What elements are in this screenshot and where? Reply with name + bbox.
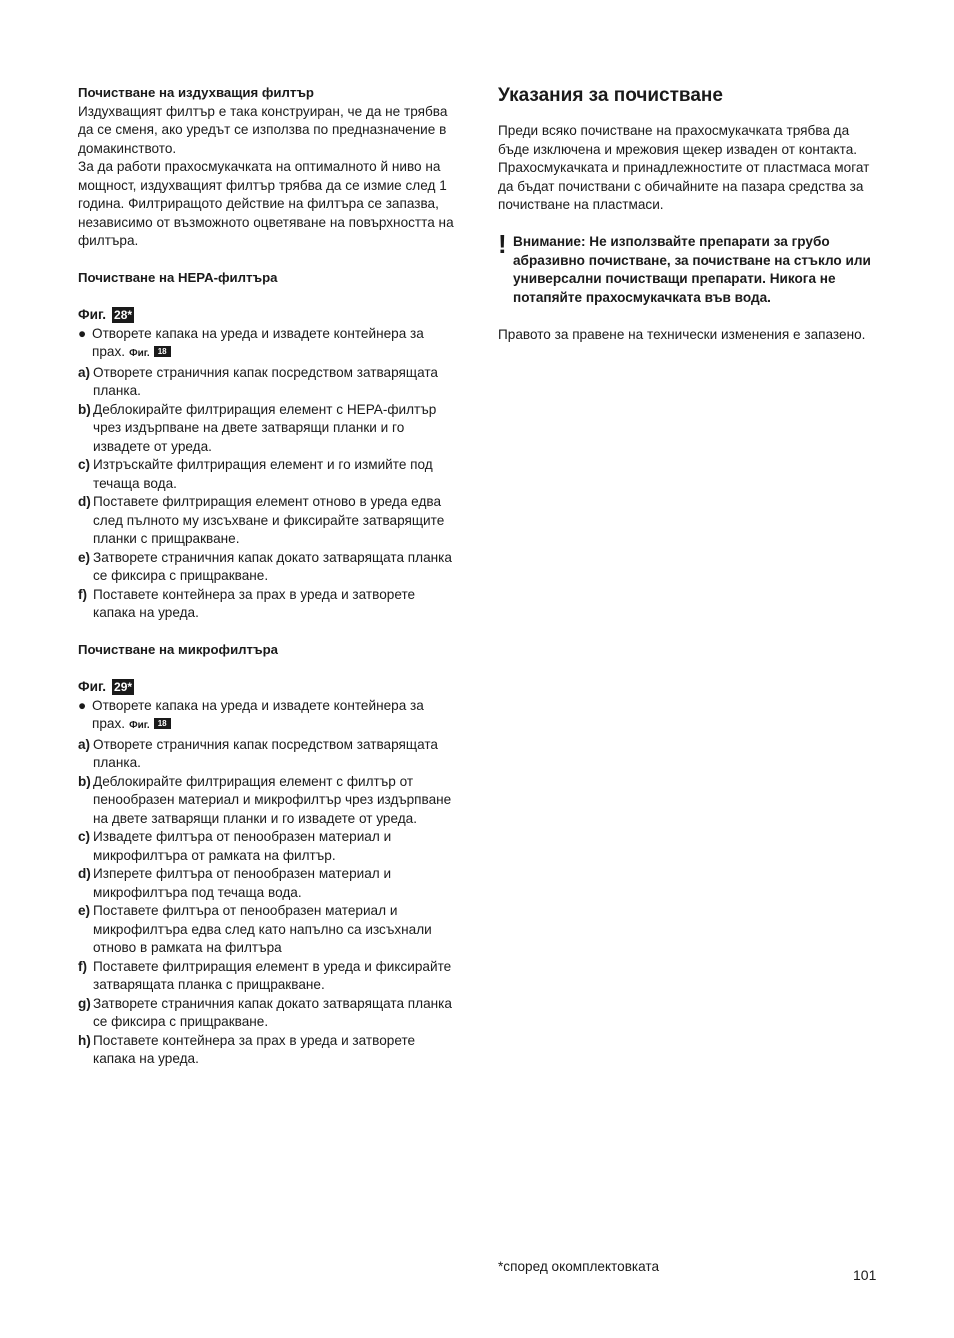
figure-ref-label: Фиг. — [129, 348, 150, 359]
list-marker: e) — [78, 903, 91, 918]
list-item-text — [93, 401, 458, 457]
exhaust-filter-para-1: Издухващият филтър е така конструиран, че да не трябва да се сменя, ако уредът се използва по предназначение в домакинството. — [78, 103, 448, 156]
list-item-body: Отворете страничния капак посредством затварящата планка. — [93, 736, 438, 770]
list-item-text — [93, 958, 458, 995]
list-item-body: Поставете контейнера за прах в уреда и затворете капака на уреда. — [93, 1032, 416, 1066]
list-marker: ● — [78, 697, 87, 713]
list-item-text — [92, 697, 458, 736]
figure-number-badge: 28* — [114, 308, 133, 323]
figure-ref-badge: 18 — [154, 346, 171, 357]
list-item-text — [92, 325, 458, 364]
list-item-body: Отворете капака на уреда и извадете контейнера за прах. — [92, 697, 424, 731]
list-item — [78, 549, 458, 586]
figure-label: Фиг. — [78, 679, 107, 694]
list-item — [78, 736, 458, 773]
warning-text: Внимание: Не използвайте препарати за грубо абразивно почистване, за почистване на стъкло или универсални почистващи препарати. Никога не потапяйте прахосмукачката във вода. — [513, 234, 871, 305]
left-column — [78, 84, 458, 1069]
list-item-text — [93, 828, 458, 865]
list-item — [78, 697, 458, 736]
list-item-body: Изтръскайте филтриращия елемент и го измийте под течаща вода. — [93, 457, 433, 491]
list-item — [78, 828, 458, 865]
list-marker: h) — [78, 1032, 91, 1048]
list-item-body: Отворете капака на уреда и извадете контейнера за прах. — [92, 325, 424, 359]
list-marker: d) — [78, 866, 91, 881]
list-item — [78, 995, 458, 1032]
list-item-body: Отворете страничния капак посредством затварящата планка. — [93, 364, 438, 398]
list-item-body: Извадете филтъра от пенообразен материал и микрофилтъра от рамката на филтър. — [93, 829, 392, 863]
list-item-body: Поставете филтъра от пенообразен материал и микрофилтъра едва след като напълно са изсъхнали отново в рамката на филтъра — [93, 903, 432, 955]
figure-ref-label: Фиг. — [129, 720, 150, 731]
list-item-text — [93, 493, 458, 549]
list-marker: b) — [78, 401, 91, 417]
list-marker: a) — [78, 364, 91, 380]
hepa-steps-list — [78, 325, 458, 623]
list-marker: b) — [78, 773, 91, 789]
microfilter-heading: Почистване на микрофилтъра — [78, 642, 279, 657]
list-item-body: Поставете филтриращия елемент в уреда и фиксирайте затварящата планка с прищракване. — [93, 958, 452, 992]
microfilter-steps-list — [78, 697, 458, 1069]
list-item — [78, 958, 458, 995]
list-item-body: Затворете страничния капак докато затварящата планка се фиксира с прищракване. — [93, 549, 452, 583]
warning-icon: ! — [498, 229, 507, 259]
list-marker: ● — [78, 325, 87, 341]
list-item-body: Затворете страничния капак докато затварящата планка се фиксира с прищракване. — [93, 995, 452, 1029]
list-marker: c) — [78, 457, 91, 472]
list-item-body: Изперете филтъра от пенообразен материал и микрофилтъра под течаща вода. — [93, 866, 392, 900]
list-item-text — [93, 364, 458, 401]
list-item — [78, 456, 458, 493]
list-item — [78, 773, 458, 829]
list-item-text — [93, 1032, 458, 1069]
list-item-body: Поставете контейнера за прах в уреда и затворете капака на уреда. — [93, 586, 416, 620]
exhaust-filter-heading: Почистване на издухващия филтър — [78, 85, 314, 100]
list-item-body: Деблокирайте филтриращия елемент с HEPA-филтър чрез издърпване на двете затварящи планки и го извадете от уреда. — [93, 401, 437, 454]
list-item-text — [93, 456, 458, 493]
list-item — [78, 401, 458, 457]
list-marker: d) — [78, 494, 91, 509]
technical-changes-note: Правото за правене на технически изменения е запазено. — [498, 326, 866, 342]
exhaust-filter-para-2: За да работи прахосмукачката на оптималното й ниво на мощност, издухващият филтър трябва да се измие след 1 година. Филтриращото действие на филтъра се запазва, независимо от възможното оцветяване на повърхността на филтъра. — [78, 159, 454, 248]
list-item-text — [93, 549, 458, 586]
list-item-text — [93, 586, 458, 623]
list-item-body: Поставете филтриращия елемент отново в уреда едва след пълното му изсъхване и фиксирайте затварящите планки с прищракване. — [93, 494, 445, 546]
warning-block — [498, 229, 878, 307]
list-item — [78, 1032, 458, 1069]
list-item — [78, 865, 458, 902]
list-item-text — [93, 865, 458, 902]
page-number: 101 — [853, 1267, 877, 1283]
footnote: *според окомплектовката — [498, 1259, 660, 1274]
list-item-text — [93, 773, 458, 829]
list-marker: e) — [78, 549, 91, 565]
list-marker: f) — [78, 586, 88, 602]
figure-number-badge: 29* — [114, 680, 133, 695]
list-item-body: Деблокирайте филтриращия елемент с филтър от пенообразен материал и микрофилтър чрез издърпване на двете затварящи планки и го извадете от уреда. — [93, 773, 452, 826]
list-item — [78, 364, 458, 401]
cleaning-intro-paragraph: Преди всяко почистване на прахосмукачката трябва да бъде изключена и мрежовия щекер изваден от контакта. Прахосмукачката и принадлежностите от пластмаса могат да бъдат почиствани с обичайните на пазара средства за почистване на пластмаси. — [498, 123, 870, 212]
cleaning-instructions-title: Указания за почистване — [498, 85, 723, 106]
list-marker: f) — [78, 958, 88, 974]
figure-ref-badge: 18 — [154, 718, 171, 729]
microfilter-figure-ref — [78, 678, 458, 697]
hepa-figure-ref — [78, 306, 458, 325]
list-item — [78, 325, 458, 364]
figure-label: Фиг. — [78, 307, 107, 322]
list-item — [78, 586, 458, 623]
right-column — [498, 84, 878, 344]
list-item-text — [93, 736, 458, 773]
list-marker: g) — [78, 995, 91, 1011]
list-item-text — [93, 995, 458, 1032]
list-item — [78, 493, 458, 549]
hepa-filter-heading: Почистване на HEPA-филтъра — [78, 270, 278, 285]
list-marker: a) — [78, 736, 91, 752]
list-item — [78, 902, 458, 958]
list-marker: c) — [78, 829, 91, 844]
list-item-text — [93, 902, 458, 958]
